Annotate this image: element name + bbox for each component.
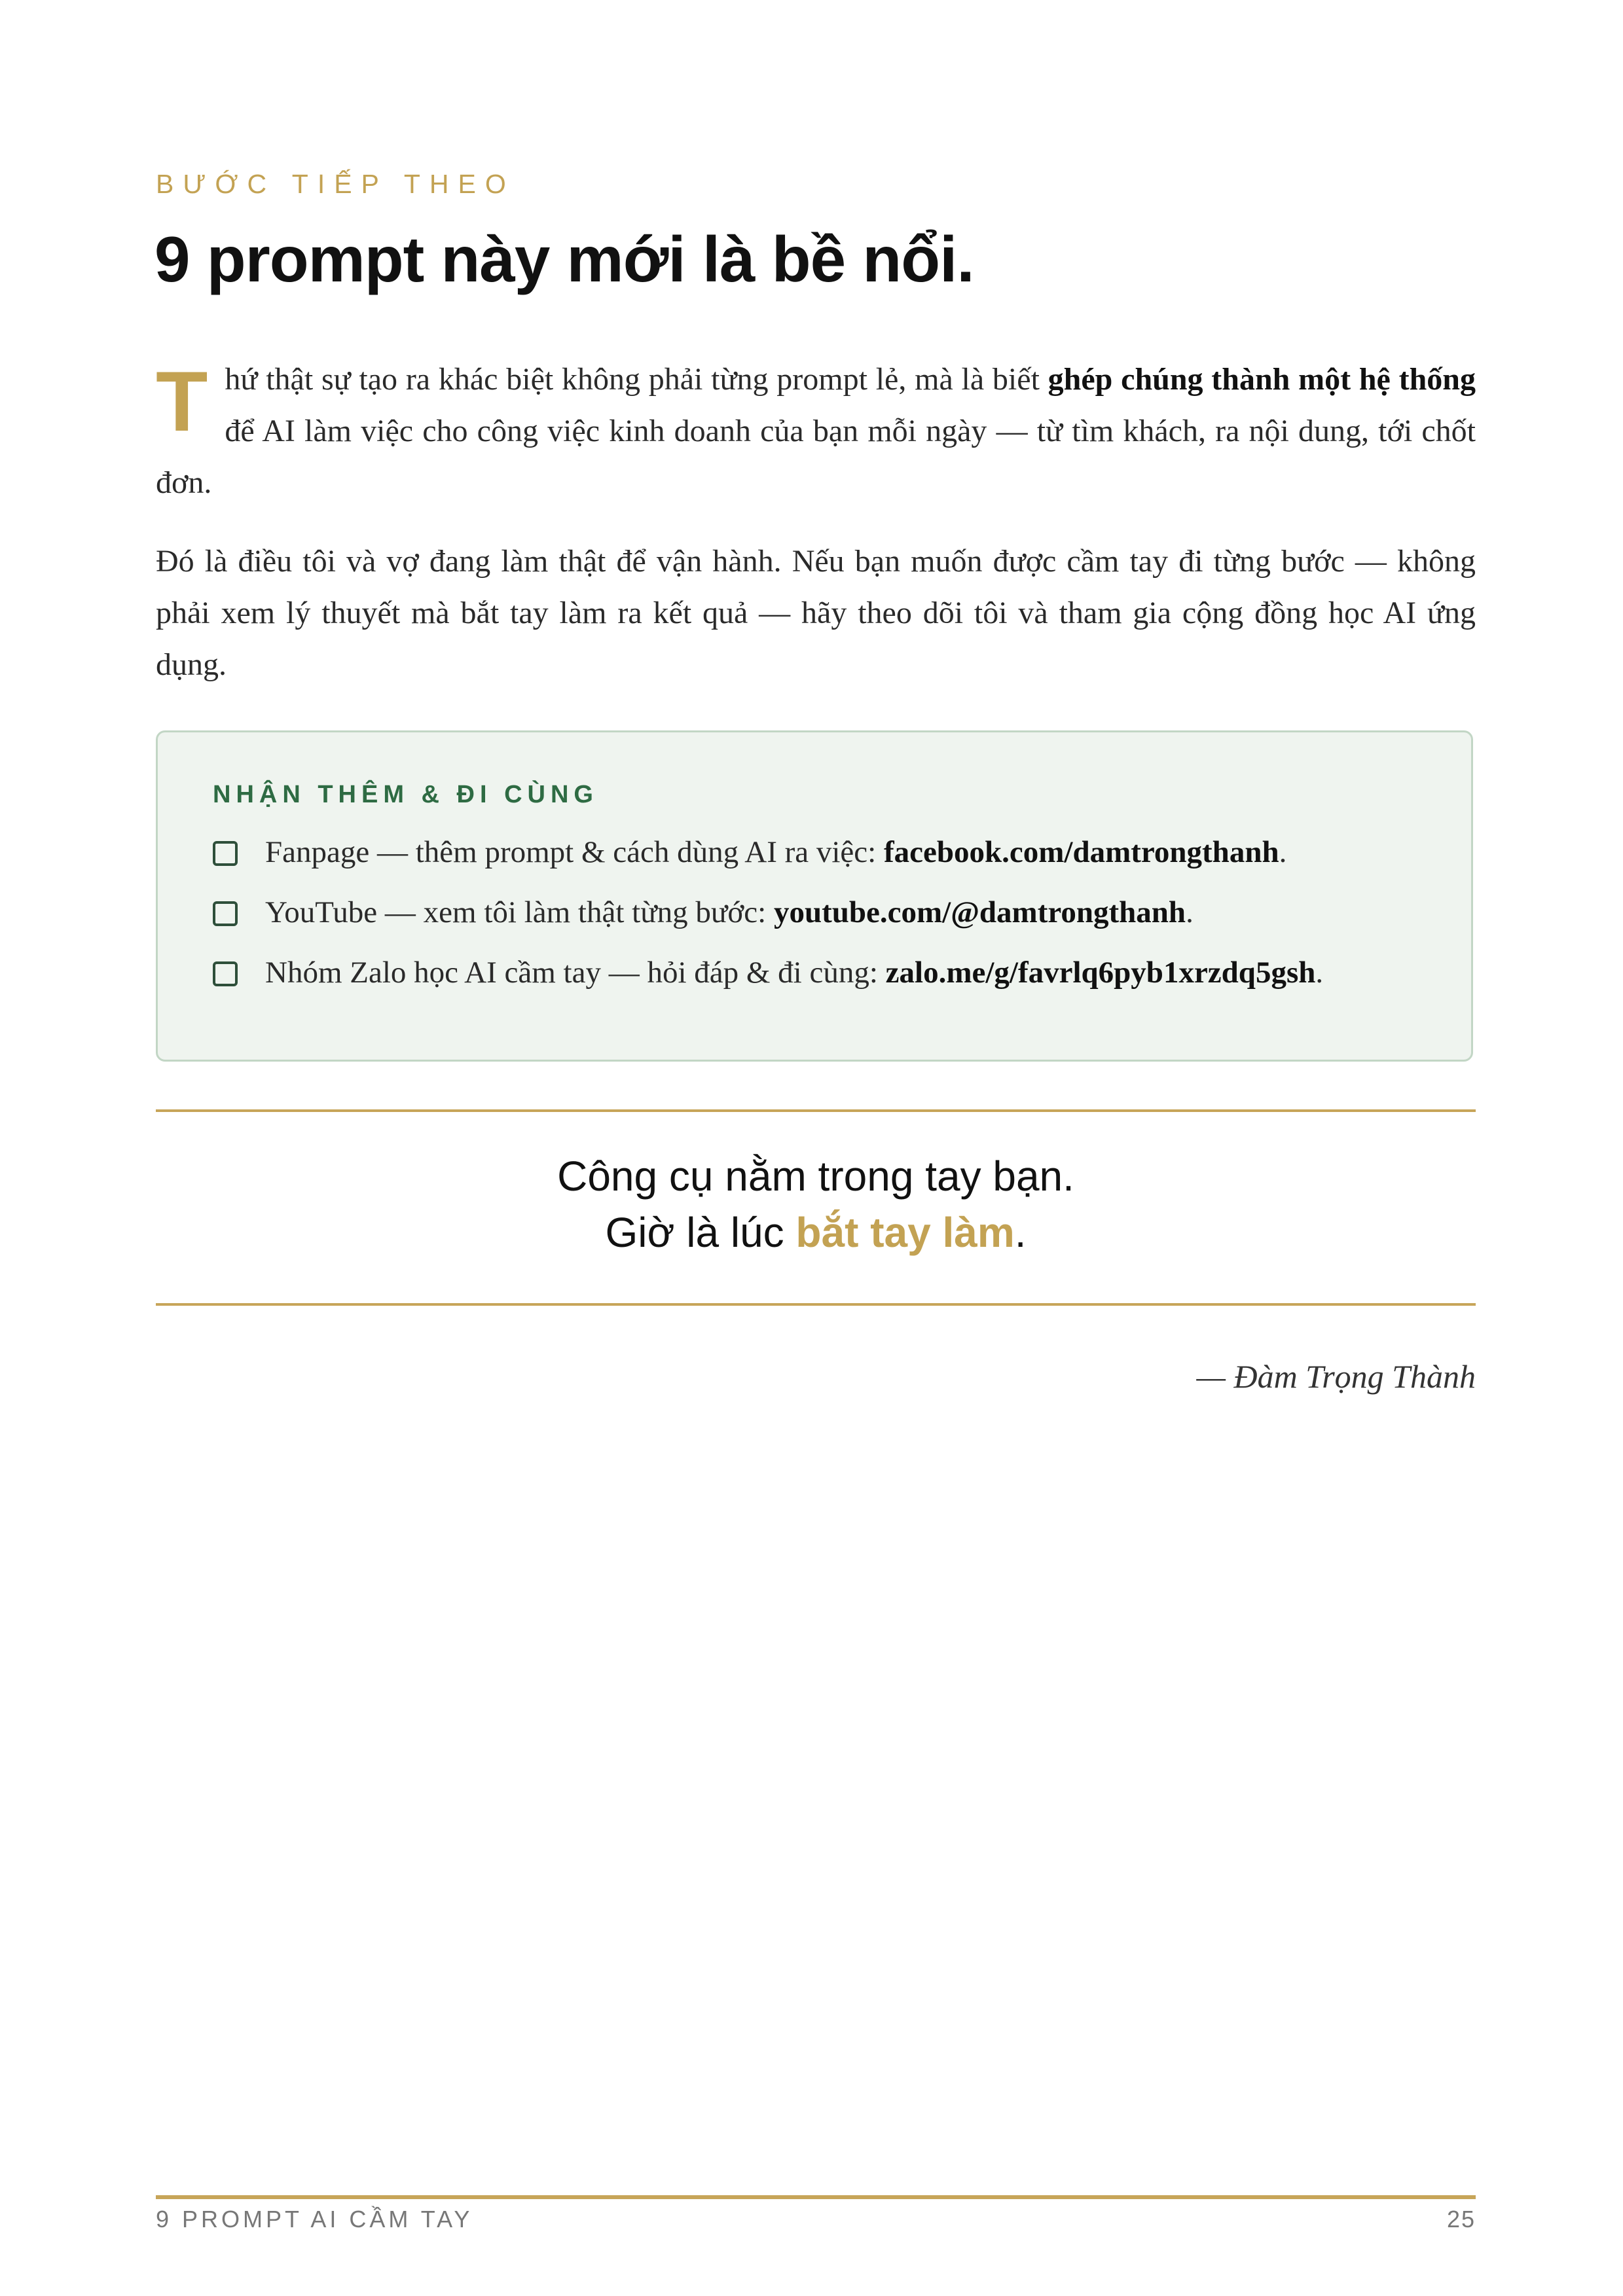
author-signature: — Đàm Trọng Thành	[1196, 1358, 1476, 1395]
checkbox-icon[interactable]	[213, 841, 238, 866]
resource-end: .	[1186, 895, 1194, 929]
drop-cap: T	[156, 353, 208, 449]
resources-box	[156, 730, 1473, 1062]
checkbox-icon[interactable]	[213, 901, 238, 926]
resource-link-facebook[interactable]: facebook.com/damtrongthanh	[883, 835, 1279, 869]
closing-line-2-end: .	[1014, 1209, 1027, 1256]
divider-top	[156, 1109, 1476, 1112]
intro-bold: ghép chúng thành một hệ thống	[1048, 362, 1476, 397]
resource-end: .	[1315, 956, 1324, 990]
second-paragraph: Đó là điều tôi và vợ đang làm thật để vận hành. Nếu bạn muốn được cầm tay đi từng bước — không phải xem lý thuyết mà bắt tay làm ra kết quả — hãy theo dõi tôi và tham gia cộng đồng học AI ứng dụng.	[156, 544, 1476, 682]
footer-book-title: 9 PROMPT AI CẦM TAY	[156, 2206, 473, 2233]
box-heading: NHẬN THÊM & ĐI CÙNG	[213, 781, 598, 808]
resource-link-zalo[interactable]: zalo.me/g/favrlq6pyb1xrzdq5gsh	[885, 956, 1316, 990]
footer-divider	[156, 2195, 1476, 2199]
intro-text-start: hứ thật sự tạo ra khác biệt không phải từng prompt lẻ, mà là biết	[225, 362, 1048, 397]
resource-text: YouTube — xem tôi làm thật từng bước:	[265, 895, 774, 929]
resource-item-youtube	[213, 895, 1194, 930]
resource-item-zalo	[213, 955, 1323, 990]
intro-paragraph	[156, 353, 1476, 509]
resource-item-fanpage	[213, 834, 1286, 870]
closing-line-1: Công cụ nằm trong tay bạn.	[557, 1153, 1074, 1200]
checkbox-icon[interactable]	[213, 961, 238, 986]
resource-text: Fanpage — thêm prompt & cách dùng AI ra việc:	[265, 835, 884, 869]
closing-line-2	[156, 1208, 1476, 1257]
closing-accent: bắt tay làm	[795, 1209, 1015, 1256]
closing-line-2-start: Giờ là lúc	[605, 1209, 796, 1256]
resource-text: Nhóm Zalo học AI cầm tay — hỏi đáp & đi cùng:	[265, 956, 886, 990]
page-number: 25	[1446, 2206, 1476, 2233]
resource-link-youtube[interactable]: youtube.com/@damtrongthanh	[773, 895, 1186, 929]
divider-bottom	[156, 1303, 1476, 1306]
page-title: 9 prompt này mới là bề nổi.	[155, 223, 974, 295]
intro-text-end: để AI làm việc cho công việc kinh doanh của bạn mỗi ngày — từ tìm khách, ra nội dung, tới chốt đơn.	[156, 414, 1476, 500]
section-eyebrow: BƯỚC TIẾP THEO	[156, 169, 515, 199]
resource-end: .	[1279, 835, 1287, 869]
